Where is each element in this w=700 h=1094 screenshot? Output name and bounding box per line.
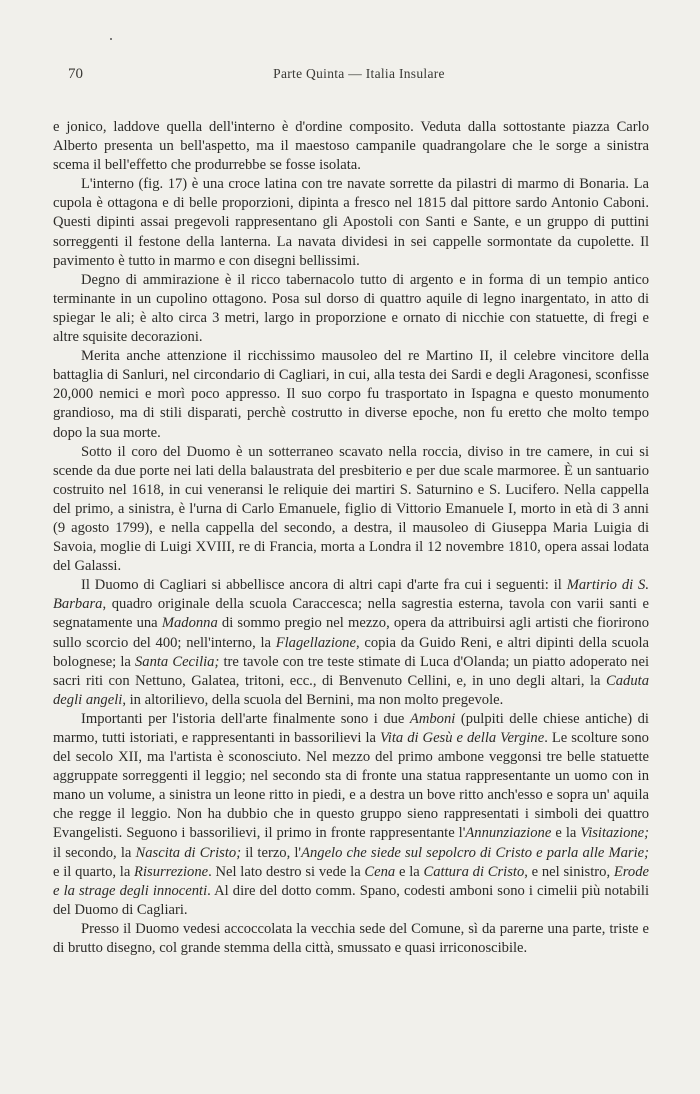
paragraph xyxy=(53,118,649,175)
italic-title: Angelo che siede sul sepolcro di Cristo e parla alle Marie; xyxy=(301,844,650,861)
text-run: . Le scolture sono del secolo XII, ma l'artista è sconosciuto. Nel mezzo del primo ambone veggonsi tre belle statuette aggruppate sorreggenti il leggio; nel secondo sta di fronte una statua rappresentante un uomo con in mano un volume, a sinistra un leone ritto in piedi, e a destra un bove ritto anch'esso e sopra un' aquila che regge il leggio. Non ha dubbio che in questo gruppo sieno rappresentati i simboli dei quattro Evangelisti. Seguono i bassorilievi, il primo in fronte rappresentante l' xyxy=(53,730,649,842)
italic-title: Cena xyxy=(364,863,396,880)
text-run: , e nel sinistro, xyxy=(524,863,614,880)
ink-speck xyxy=(110,38,112,40)
text-run: . Nel lato destro si vede la xyxy=(208,863,365,880)
text-run: di sommo pregio nel mezzo, opera da attribuirsi agli artisti che fiorirono sullo scorcio del 400; nell'interno, la xyxy=(53,615,649,651)
italic-title: Martirio di S. Barbara xyxy=(53,577,650,613)
text-run: Merita anche attenzione il ricchissimo mausoleo del re Martino II, il celebre vincitore della battaglia di Sanluri, nel circondario di Cagliari, in cui, alla testa dei Sardi e degli Aragonesi, sconfisse 20,000 nemici e morì poco appresso. Il suo corpo fu trasportato in Ispagna e questo monumento grandioso, ma di stili disparati, perchè costrutto in diverse epoche, non fu eretto che molto tempo dopo la sua morte. xyxy=(53,348,649,441)
paragraph xyxy=(53,576,649,710)
text-run: e la xyxy=(395,863,424,880)
text-run: il secondo, la xyxy=(53,844,136,861)
italic-title: Amboni xyxy=(409,710,456,727)
paragraph xyxy=(53,175,649,270)
paragraph xyxy=(53,710,649,920)
italic-title: Risurrezione xyxy=(134,863,209,880)
text-run: Degno di ammirazione è il ricco tabernacolo tutto di argento e in forma di un tempio antico terminante in un cupolino ottagono. Posa sul dorso di quattro aquile di legno inargentato, in atto di spiegar le ali; è alto circa 3 metri, largo in proporzione e ornato di nicchie con statuette, di fregi e altre squisite decorazioni. xyxy=(53,271,649,346)
paragraph xyxy=(53,920,649,958)
text-run: e la xyxy=(551,825,581,842)
text-run: L'interno (fig. 17) è una croce latina con tre navate sorrette da pilastri di marmo di Bonaria. La cupola è ottagona e di belle proporzioni, dipinta a fresco nel 1815 dal pittore sardo Antonio Caboni. Questi dipinti assai pregevoli rappresentano gli Apostoli con Santi e Sante, e un gruppo di puttini sorreggenti il festone della lanterna. La navata dividesi in sei cappelle sormontate da cupolette. Il pavimento è tutto in marmo e con disegni bellissimi. xyxy=(53,176,649,269)
italic-title: Annunziazione xyxy=(465,825,552,842)
italic-title: Caduta degli angeli xyxy=(53,672,649,708)
text-run: , in altorilievo, della scuola del Bernini, ma non molto pregevole. xyxy=(122,691,504,708)
italic-title: Santa Cecilia; xyxy=(134,653,220,670)
italic-title: Cattura di Cristo xyxy=(423,863,525,880)
italic-title: Nascita di Cristo; xyxy=(135,844,242,861)
italic-title: Vita di Gesù e della Vergine xyxy=(379,730,545,746)
text-run: tre tavole con tre teste stimate di Luca d'Olanda; un piatto adoperato nei sacri riti con Nettuno, Galatea, tritoni, ecc., di Benvenuto Cellini, e, in uno degli altari, la xyxy=(53,653,650,689)
text-run: Sotto il coro del Duomo è un sotterraneo scavato nella roccia, diviso in tre camere, in cui si scende da due porte nei lati della balaustrata del presbiterio e per due scale marmoree. È un santuario costruito nel 1618, in cui veneransi le reliquie dei martiri S. Saturnino e S. Lucifero. Nella cappella del primo, a sinistra, è l'urna di Carlo Emanuele, figlio di Vittorio Emanuele I, morto in età di 3 anni (9 agosto 1799), e nella cappella del secondo, a destra, il mausoleo di Giuseppa Maria Luigia di Savoia, moglie di Luigi XVIII, re di Francia, morta a Londra il 12 novembre 1810, opera assai lodata del Galassi. xyxy=(53,443,649,575)
text-run: Presso il Duomo vedesi accoccolata la vecchia sede del Comune, sì da parerne una parte, triste e di brutto disegno, col grande stemma della città, smussato e quasi irriconoscibile. xyxy=(53,920,649,957)
italic-title: Visitazione; xyxy=(580,825,649,842)
page-number: 70 xyxy=(68,66,83,82)
running-head: Parte Quinta — Italia Insulare xyxy=(273,66,445,81)
text-run: , quadro originale della scuola Caraccesca; nella sagrestia esterna, tavola con varii santi e segnatamente una xyxy=(53,596,649,632)
italic-title: Flagellazione xyxy=(275,634,356,651)
text-run: (pulpiti delle chiese antiche) di marmo, tutti istoriati, e rappresentanti in bassorilievi la xyxy=(53,710,649,746)
paragraph xyxy=(53,347,649,442)
italic-title: Erode e la strage degli innocenti xyxy=(53,863,649,899)
paragraph xyxy=(53,271,649,347)
text-run: e il quarto, la xyxy=(53,863,135,880)
page-header xyxy=(68,66,650,86)
text-run: il terzo, l' xyxy=(241,844,302,861)
text-run: , copia da Guido Reni, e altri dipinti della scuola bolognese; la xyxy=(53,634,649,670)
italic-title: Madonna xyxy=(161,615,218,632)
text-run: Il Duomo di Cagliari si abbellisce ancora di altri capi d'arte fra cui i seguenti: il xyxy=(81,577,567,594)
text-run: . Al dire del dotto comm. Spano, codesti amboni sono i cimelii più notabili del Duomo di Cagliari. xyxy=(53,882,649,918)
text-run: e jonico, laddove quella dell'interno è d'ordine composito. Veduta dalla sottostante piazza Carlo Alberto presenta un bell'aspetto, ma il maestoso campanile quadrangolare che le sorge a sinistra scema il bell'effetto che produrrebbe se fosse isolata. xyxy=(53,119,649,174)
body-text xyxy=(53,118,649,958)
text-run: Importanti per l'istoria dell'arte finalmente sono i due xyxy=(81,710,410,727)
paragraph xyxy=(53,443,649,577)
